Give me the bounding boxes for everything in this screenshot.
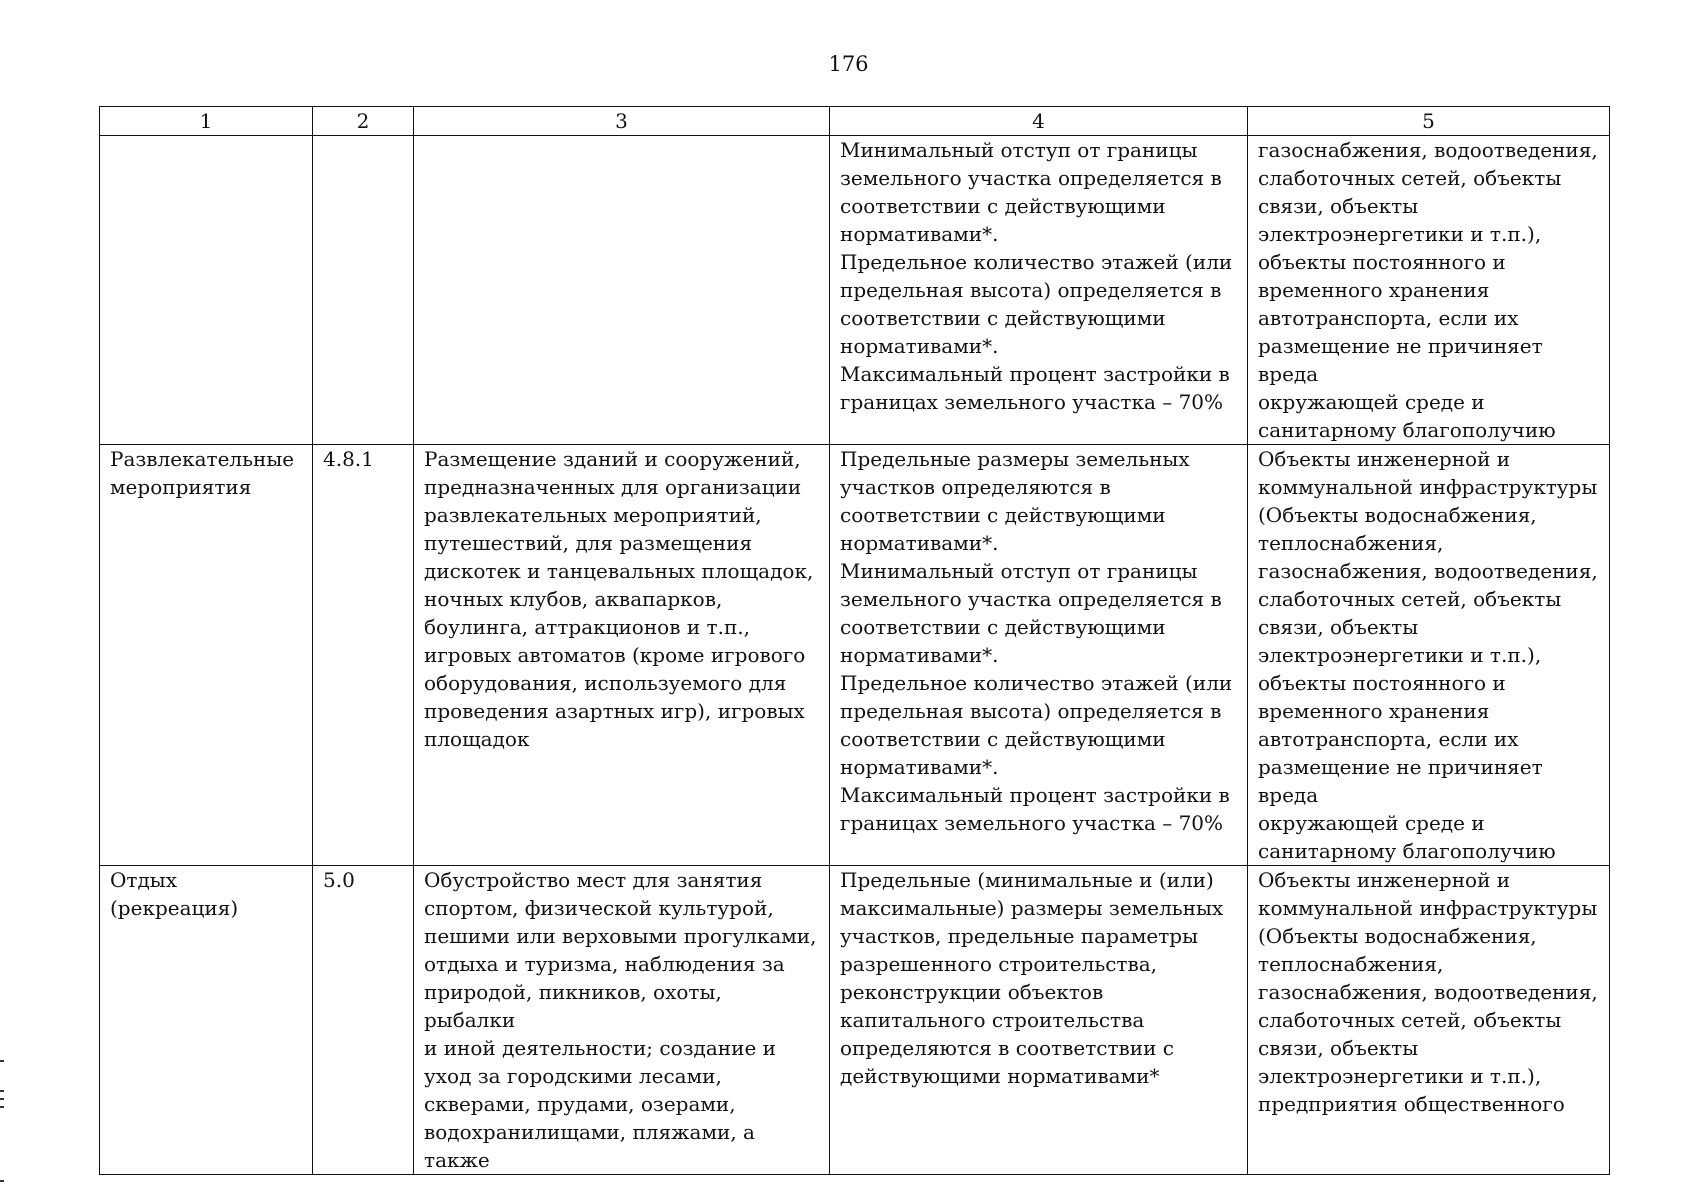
cell-parameters: Предельные размеры земельных участков определяются в соответствии с действующими нормативами*. Минимальный отступ от границы земельного участка определяется в соответствии с действующими нормативами*. Предельное количество этажей (или предельная высота) определяется в соответствии с действующими нормативами*. Максимальный процент застройки в границах земельного участка – 70%: [830, 445, 1248, 866]
column-header-5: 5: [1248, 107, 1610, 136]
column-header-2: 2: [313, 107, 414, 136]
scan-artifact-mark: [0, 1098, 4, 1100]
cell-auxiliary-uses: Объекты инженерной и коммунальной инфраструктуры (Объекты водоснабжения, теплоснабжения, газоснабжения, водоотведения, слаботочных сетей, объекты связи, объекты электроэнергетики и т.п.), предприятия общественного: [1248, 866, 1610, 1175]
table-row-recreation: [100, 866, 1610, 1175]
cell-use-description: Обустройство мест для занятия спортом, физической культурой, пешими или верховыми прогулками, отдыха и туризма, наблюдения за природой, пикников, охоты, рыбалки и иной деятельности; создание и уход за городскими лесами, скверами, прудами, озерами, водохранилищами, пляжами, а также: [414, 866, 830, 1175]
cell-parameters: Предельные (минимальные и (или) максимальные) размеры земельных участков, предельные параметры разрешенного строительства, реконструкции объектов капитального строительства определяются в соответствии с действующими нормативами*: [830, 866, 1248, 1175]
cell-use-description: [414, 136, 830, 445]
cell-use-name: Развлекательные мероприятия: [100, 445, 313, 866]
cell-use-name: [100, 136, 313, 445]
column-header-4: 4: [830, 107, 1248, 136]
page-number: 176: [828, 52, 869, 76]
scan-artifact-mark: [0, 1180, 4, 1182]
zoning-regulations-table: [99, 106, 1610, 1175]
cell-use-description: Размещение зданий и сооружений, предназначенных для организации развлекательных мероприятий, путешествий, для размещения дискотек и танцевальных площадок, ночных клубов, аквапарков, боулинга, аттракционов и т.п., игровых автоматов (кроме игрового оборудования, используемого для проведения азартных игр), игровых площадок: [414, 445, 830, 866]
cell-use-code: 4.8.1: [313, 445, 414, 866]
scan-artifact-mark: [0, 1060, 4, 1062]
table-header-row: [100, 107, 1610, 136]
cell-auxiliary-uses: Объекты инженерной и коммунальной инфраструктуры (Объекты водоснабжения, теплоснабжения, газоснабжения, водоотведения, слаботочных сетей, объекты связи, объекты электроэнергетики и т.п.), объекты постоянного и временного хранения автотранспорта, если их размещение не причиняет вреда окружающей среде и санитарному благополучию: [1248, 445, 1610, 866]
scan-artifact-mark: [0, 1106, 4, 1108]
column-header-3: 3: [414, 107, 830, 136]
scan-artifact-mark: [0, 1090, 4, 1092]
table-row-continuation: [100, 136, 1610, 445]
cell-use-code: [313, 136, 414, 445]
table-row-entertainment: [100, 445, 1610, 866]
cell-use-name: Отдых (рекреация): [100, 866, 313, 1175]
column-header-1: 1: [100, 107, 313, 136]
cell-parameters: Минимальный отступ от границы земельного участка определяется в соответствии с действующими нормативами*. Предельное количество этажей (или предельная высота) определяется в соответствии с действующими нормативами*. Максимальный процент застройки в границах земельного участка – 70%: [830, 136, 1248, 445]
cell-use-code: 5.0: [313, 866, 414, 1175]
cell-auxiliary-uses: газоснабжения, водоотведения, слаботочных сетей, объекты связи, объекты электроэнергетики и т.п.), объекты постоянного и временного хранения автотранспорта, если их размещение не причиняет вреда окружающей среде и санитарному благополучию: [1248, 136, 1610, 445]
